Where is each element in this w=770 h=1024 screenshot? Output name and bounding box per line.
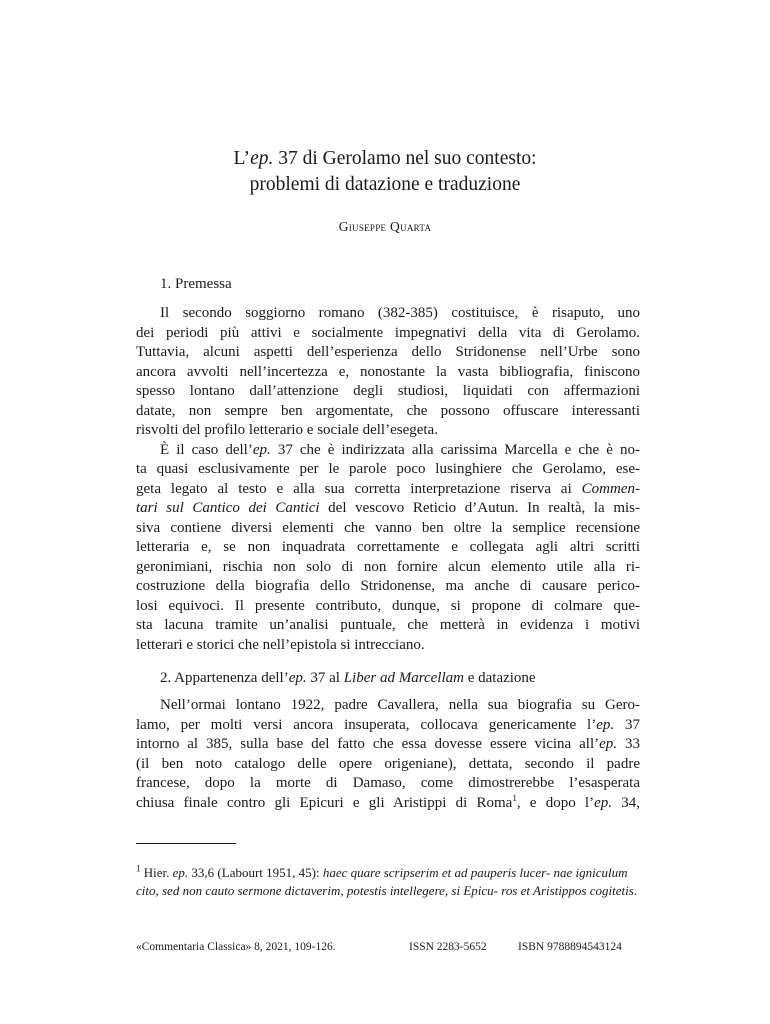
- section-1-heading: 1. Premessa: [160, 276, 232, 292]
- section-1-body: [136, 304, 640, 655]
- text-line: tari sul Cantico dei Cantici del vescovo Reticio d’Autun. In realtà, la mis-: [136, 500, 640, 516]
- footnote: $^1$ Hier. ep. 33,6 (Labourt 1951, 45): haec quare scripserim et ad pauperis lucer- nae igniculum cito, sed non cauto sermone dictaverim, potestis intellegere, si Epicu- ros et Aristippos cogitetis.: [136, 863, 638, 898]
- text-line: francese, dopo la morte di Damaso, come dimostrerebbe l’esasperata: [136, 775, 640, 791]
- text-line: Tuttavia, alcuni aspetti dell’esperienza dello Stridonense nell’Urbe sono: [136, 344, 640, 360]
- text-line: risvolti del profilo letterario e sociale dell’esegeta.: [136, 422, 438, 438]
- text-line: geronimiani, rischia non solo di non fornire alcun elemento utile alla ri-: [136, 558, 640, 575]
- text-line: intorno al 385, sulla base del fatto che essa dovesse essere vicina all’ep. 33: [136, 736, 641, 752]
- text-line: losi equivoci. Il presente contributo, dunque, si propone di colmare que-: [136, 597, 640, 614]
- text-line: chiusa finale contro gli Epicuri e gli Aristippi di Roma$^1$, e dopo l’ep. 34,: [136, 792, 640, 811]
- article-title-line-2: problemi di datazione e traduzione: [249, 174, 521, 195]
- issn: ISSN 2283-5652: [409, 941, 487, 953]
- text-line: letterari e storici che nell’epistola si intrecciano.: [136, 636, 425, 653]
- text-line: geta legato al testo e alla sua corretta interpretazione riserva ai Commen-: [136, 480, 640, 497]
- footnote-divider: [136, 843, 236, 844]
- text-line: È il caso dell’ep. 37 che è indirizzata alla carissima Marcella e che è no-: [160, 441, 640, 458]
- text-line: Il secondo soggiorno romano (382-385) costituisce, è risaputo, uno: [160, 305, 640, 321]
- text-line: letteraria e, se non inquadrata correttamente e collegata agli altri scritti: [136, 539, 640, 555]
- text-line: spesso lontano dall’attenzione degli studiosi, liquidati con affermazioni: [136, 383, 640, 399]
- text-line: ta quasi esclusivamente per le parole poco lusinghiere che Gerolamo, ese-: [136, 461, 640, 477]
- text-line: (il ben noto catalogo delle opere origeniane), dettata, secondo il padre: [136, 755, 640, 772]
- text-line: dei periodi più attivi e socialmente impegnativi della vita di Gerolamo.: [136, 324, 640, 341]
- footnote-ref[interactable]: 1: [512, 792, 517, 803]
- journal-citation: «Commentaria Classica» 8, 2021, 109-126.: [136, 941, 336, 953]
- section-2-heading: 2. Appartenenza dell’ep. 37 al Liber ad Marcellam e datazione: [160, 670, 536, 686]
- text-line: sta lacuna tramite un’analisi puntuale, che metterà in evidenza i motivi: [136, 617, 640, 633]
- author-name: Giuseppe Quarta: [338, 219, 432, 234]
- isbn: ISBN 9788894543124: [518, 941, 622, 953]
- article-title-line-1: L’ep. 37 di Gerolamo nel suo contesto:: [233, 148, 537, 169]
- section-2-body: [136, 696, 640, 813]
- text-line: lamo, per molti versi ancora insuperata, collocava genericamente l’ep. 37: [136, 716, 641, 733]
- text-line: datate, non sempre ben argomentate, che possono offuscare interessanti: [136, 402, 640, 419]
- text-line: siva contiene diversi elementi che vanno ben oltre la semplice recensione: [136, 519, 640, 536]
- text-line: costruzione della biografia dello Stridonense, ma anche di causare perico-: [136, 578, 640, 594]
- text-line: ancora avvolti nell’incertezza e, nonostante la vasta bibliografia, finiscono: [136, 363, 640, 380]
- text-line: Nell’ormai lontano 1922, padre Cavallera, nella sua biografia su Gero-: [160, 697, 640, 713]
